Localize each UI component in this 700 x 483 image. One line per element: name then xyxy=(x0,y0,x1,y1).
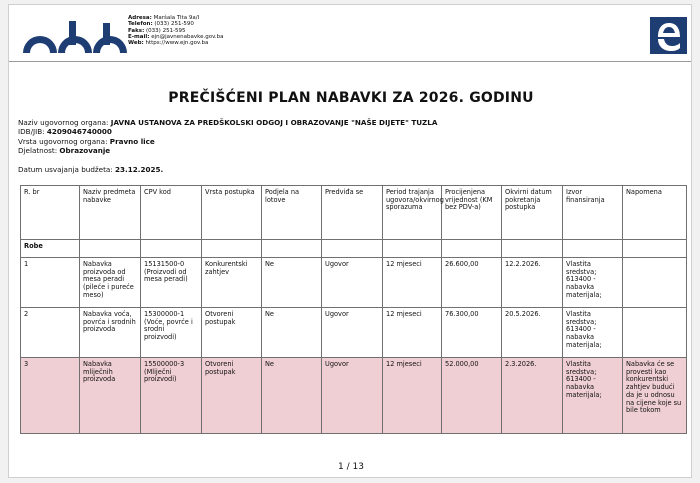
contact-phone: Telefon: (033) 251-590 xyxy=(128,21,194,28)
table-cell: Ne xyxy=(262,258,322,308)
table-cell: 15500000-3 (Mliječni proizvodi) xyxy=(141,358,202,434)
page-number: 1 / 13 xyxy=(338,462,364,472)
table-cell: 2.3.2026. xyxy=(502,358,563,434)
info-org-name: Naziv ugovornog organa: JAVNA USTANOVA ZA PREDŠKOLSKI ODGOJ I OBRAZOVANJE "NAŠE DIJETE" TUZLA xyxy=(18,118,438,127)
table-cell: Nabavka će se provesti kao konkurentski zahtjev budući da je u odnosu na cijene koje su bile tokom xyxy=(623,358,687,434)
table-cell: 3 xyxy=(21,358,80,434)
organization-info xyxy=(18,118,437,174)
table-cell: Konkurentski zahtjev xyxy=(202,258,262,308)
table-cell: 76.300,00 xyxy=(442,308,502,358)
contact-email: E-mail: ejn@javnenabavke.gov.ba xyxy=(128,33,224,40)
header-cell: CPV kod xyxy=(141,186,202,240)
header-cell: Napomena xyxy=(623,186,687,240)
document-page xyxy=(8,4,692,478)
header-cell: Naziv predmeta nabavke xyxy=(80,186,141,240)
header-cell: Predviđa se xyxy=(322,186,383,240)
header-cell: Podjela na lotove xyxy=(262,186,322,240)
table-cell: Otvoreni postupak xyxy=(202,358,262,434)
group-label: Robe xyxy=(21,240,80,258)
table-cell: Ugovor xyxy=(322,258,383,308)
header-cell: Vrsta postupka xyxy=(202,186,262,240)
table-cell: 15131500-0 (Proizvodi od mesa peradi) xyxy=(141,258,202,308)
table-cell: Ne xyxy=(262,358,322,434)
table-cell: 15300000-1 (Voće, povrće i srodni proizvodi) xyxy=(141,308,202,358)
table-cell: Vlastita sredstva; 613400 - nabavka materijala; xyxy=(563,358,623,434)
table-cell xyxy=(623,308,687,358)
table-cell: 26.600,00 xyxy=(442,258,502,308)
table-cell: Ne xyxy=(262,308,322,358)
procurement-plan-table xyxy=(20,185,687,434)
table-cell: Ugovor xyxy=(322,308,383,358)
ejn-logo-icon xyxy=(21,15,127,55)
page-title: PREČIŠĆENI PLAN NABAVKI ZA 2026. GODINU xyxy=(168,90,534,106)
table-cell: Vlastita sredstva; 613400 - nabavka materijala; xyxy=(563,258,623,308)
table-row xyxy=(21,308,687,358)
table-cell: 12 mjeseci xyxy=(383,258,442,308)
info-idb: IDB/JIB: 4209046740000 xyxy=(18,127,112,137)
table-row xyxy=(21,358,687,434)
info-org-type: Vrsta ugovornog organa: Pravno lice xyxy=(18,136,155,146)
header-cell: Okvirni datum pokretanja postupka xyxy=(502,186,563,240)
table-cell: Otvoreni postupak xyxy=(202,308,262,358)
table-cell: 12.2.2026. xyxy=(502,258,563,308)
table-cell: 2 xyxy=(21,308,80,358)
contact-fax: Faks: (033) 251-595 xyxy=(128,27,186,34)
table-cell: 12 mjeseci xyxy=(383,308,442,358)
info-budget-date: Datum usvajanja budžeta: 23.12.2025. xyxy=(18,164,164,174)
table-cell: Ugovor xyxy=(322,358,383,434)
document-header xyxy=(9,5,691,62)
e-logo-icon xyxy=(650,17,687,54)
contact-block xyxy=(128,15,224,46)
table-cell: Nabavka proizvoda od mesa peradi (pileće i pureće meso) xyxy=(80,258,141,308)
table-cell: 52.000,00 xyxy=(442,358,502,434)
info-activity: Djelatnost: Obrazovanje xyxy=(18,145,111,155)
table-cell: 20.5.2026. xyxy=(502,308,563,358)
contact-address: Adresa: Maršala Tita 9a/I xyxy=(128,15,200,21)
table-cell: Nabavka mliječnih proizvoda xyxy=(80,358,141,434)
header-cell: R. br xyxy=(21,186,80,240)
table-header-row xyxy=(21,186,687,240)
table-cell xyxy=(623,258,687,308)
header-cell: Procijenjena vrijednost (KM bez PDV-a) xyxy=(442,186,502,240)
table-group-row xyxy=(21,240,687,258)
table-cell: Vlastita sredstva; 613400 - nabavka materijala; xyxy=(563,308,623,358)
contact-web: Web: https://www.ejn.gov.ba xyxy=(128,40,209,47)
table-cell: 12 mjeseci xyxy=(383,358,442,434)
table-cell: Nabavka voća, povrća i srodnih proizvoda xyxy=(80,308,141,358)
header-cell: Period trajanja ugovora/okvirnog sporazuma xyxy=(383,186,442,240)
header-cell: Izvor finansiranja xyxy=(563,186,623,240)
table-row xyxy=(21,258,687,308)
table-cell: 1 xyxy=(21,258,80,308)
